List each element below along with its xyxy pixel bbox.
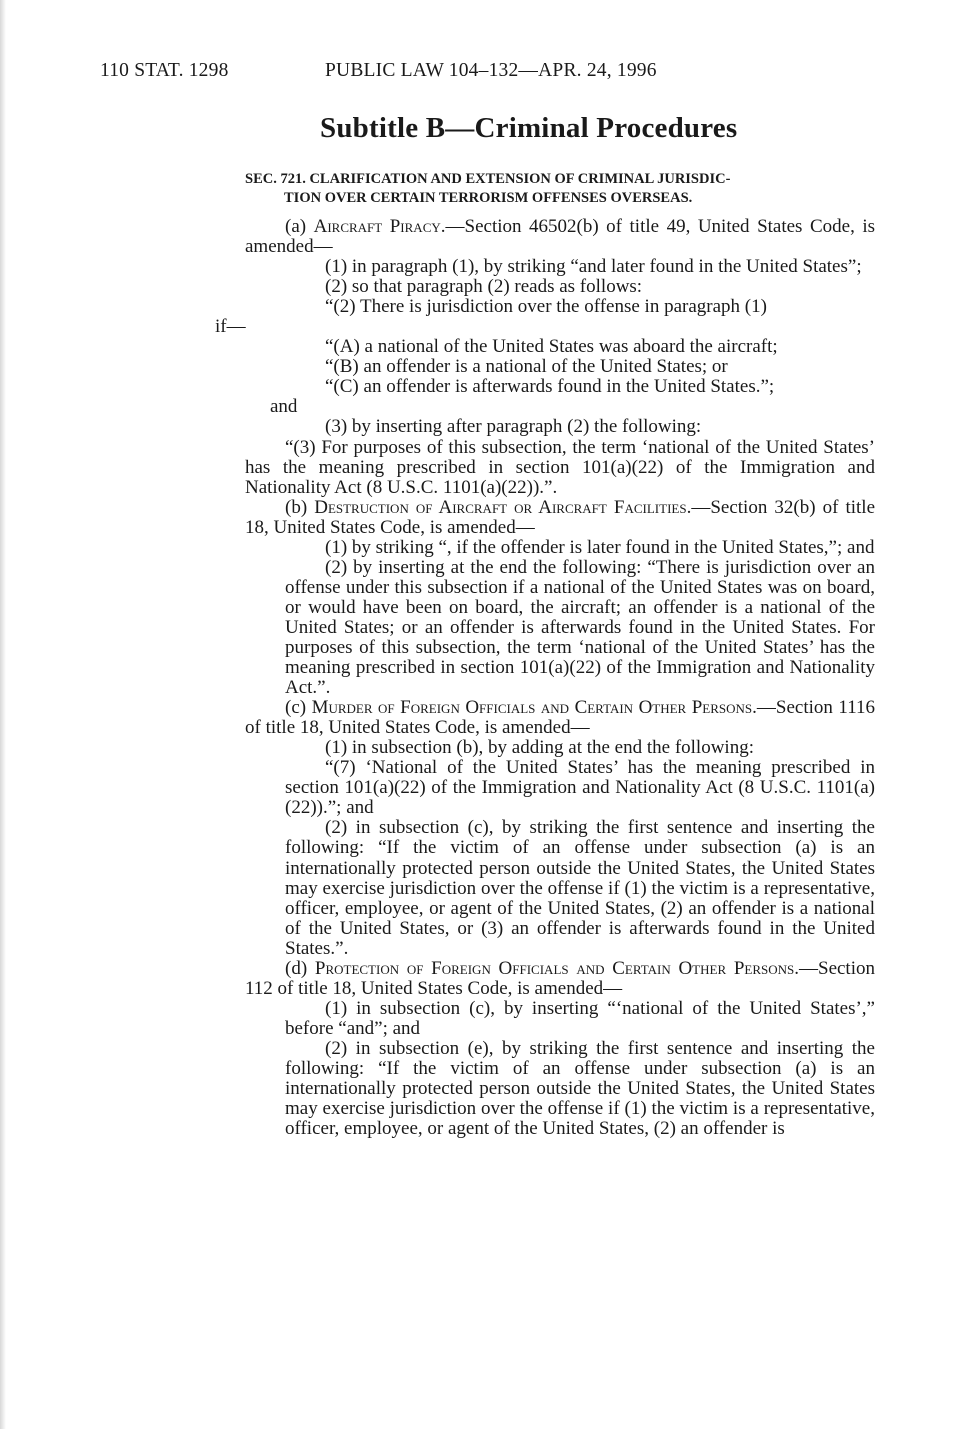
stat-citation: 110 STAT. 1298 bbox=[100, 60, 229, 81]
subsection-d-text: —Section 112 of title 18, United States Code, is amended— bbox=[245, 957, 875, 999]
subsection-a-if-line bbox=[215, 316, 875, 338]
if-line: if— bbox=[215, 316, 246, 338]
section-heading bbox=[245, 170, 880, 208]
subsection-a-quote-c: “(C) an offender is afterwards found in the United States.”; bbox=[325, 376, 775, 398]
subsection-a-and: and bbox=[270, 396, 298, 418]
subsection-a-quote-b: “(B) an offender is a national of the United States; or bbox=[325, 356, 728, 378]
subsection-d-label: (d) bbox=[285, 957, 308, 979]
subsection-c-quote-7: “(7) ‘National of the United States’ has the meaning prescribed in section 101(a)(22) of the Immigration and Nationality Act (8 U.S.C. 1101(a)(22)).”; and bbox=[285, 757, 875, 819]
section-heading-line-1: SEC. 721. CLARIFICATION AND EXTENSION OF CRIMINAL JURISDIC- bbox=[245, 171, 731, 187]
subsection-b-text: —Section 32(b) of title 18, United States Code, is amended— bbox=[245, 496, 875, 538]
subsection-a-label: (a) bbox=[285, 216, 307, 237]
quote-2-intro: “(2) There is jurisdiction over the offense in paragraph (1) bbox=[325, 296, 767, 318]
public-law-citation: PUBLIC LAW 104–132—APR. 24, 1996 bbox=[325, 60, 657, 81]
section-heading-line-2: TION OVER CERTAIN TERRORISM OFFENSES OVERSEAS. bbox=[284, 190, 693, 206]
subsection-d-para-2: (2) in subsection (e), by striking the first sentence and inserting the following: “If the victim of an offense under subsection (a) is an internationally protected person outside the United States, the United States may exercise jurisdiction over the offense if (1) the victim is a representative, officer, employee, or agent of the United States, (2) an offender is bbox=[285, 1037, 875, 1140]
subsection-a-quote-2 bbox=[245, 297, 875, 317]
subsection-c bbox=[245, 698, 875, 738]
subsection-b-para-2: (2) by inserting at the end the following: “There is jurisdiction over an offense under this subsection if a national of the United States was on board, or would have been on board, the aircraft; an offender is a national of the United States; or an offender is afterwards found in the United States. For purposes of this subsection, the term ‘national of the United States’ has the meaning prescribed in section 101(a)(22) of the Immigration and Nationality Act.”. bbox=[285, 556, 875, 699]
subsection-a-heading: Aircraft Piracy. bbox=[313, 216, 446, 237]
subsection-a-para-2: (2) so that paragraph (2) reads as follows: bbox=[325, 276, 643, 298]
subsection-a-para-1: (1) in paragraph (1), by striking “and later found in the United States”; bbox=[325, 256, 862, 278]
subsection-a-quote-a: “(A) a national of the United States was aboard the aircraft; bbox=[325, 336, 778, 358]
subsection-d-para-1: (1) in subsection (c), by inserting “‘national of the United States’,” before “and”; and bbox=[285, 997, 875, 1039]
subsection-c-label: (c) bbox=[285, 697, 307, 719]
subtitle-heading: Subtitle B—Criminal Procedures bbox=[320, 112, 738, 144]
subsection-a-text: —Section 46502(b) of title 49, United States Code, is amended— bbox=[245, 216, 875, 258]
subsection-d-heading: Protection of Foreign Officials and Certain Other Persons. bbox=[314, 957, 799, 979]
subsection-b bbox=[245, 498, 875, 538]
subsection-a bbox=[245, 217, 875, 257]
subsection-b-heading: Destruction of Aircraft or Aircraft Facilities. bbox=[314, 496, 692, 518]
subsection-c-para-1: (1) in subsection (b), by adding at the end the following: bbox=[325, 737, 754, 759]
subsection-b-label: (b) bbox=[285, 496, 308, 518]
subsection-b-para-1: (1) by striking “, if the offender is later found in the United States,”; and bbox=[325, 536, 875, 558]
subsection-d bbox=[245, 959, 875, 999]
subsection-a-para-3: (3) by inserting after paragraph (2) the following: bbox=[325, 416, 702, 438]
subsection-c-text: —Section 1116 of title 18, United States Code, is amended— bbox=[245, 697, 875, 739]
subsection-c-heading: Murder of Foreign Officials and Certain Other Persons. bbox=[311, 697, 757, 719]
subsection-c-para-2: (2) in subsection (c), by striking the first sentence and inserting the following: “If the victim of an offense under subsection (a) is an internationally protected person outside the United States, the United States may exercise jurisdiction over the offense if (1) the victim is a representative, officer, employee, or agent of the United States, (2) an offender is a national of the United States, or (3) an offender is afterwards found in the United States.”. bbox=[285, 817, 875, 959]
subsection-a-quote-3: “(3) For purposes of this subsection, the term ‘national of the United States’ has the meaning prescribed in section 101(a)(22) of the Immigration and Nationality Act (8 U.S.C. 1101(a)(22)).”. bbox=[245, 436, 875, 498]
scan-edge-shadow bbox=[0, 0, 6, 1429]
section-body bbox=[215, 216, 875, 1140]
